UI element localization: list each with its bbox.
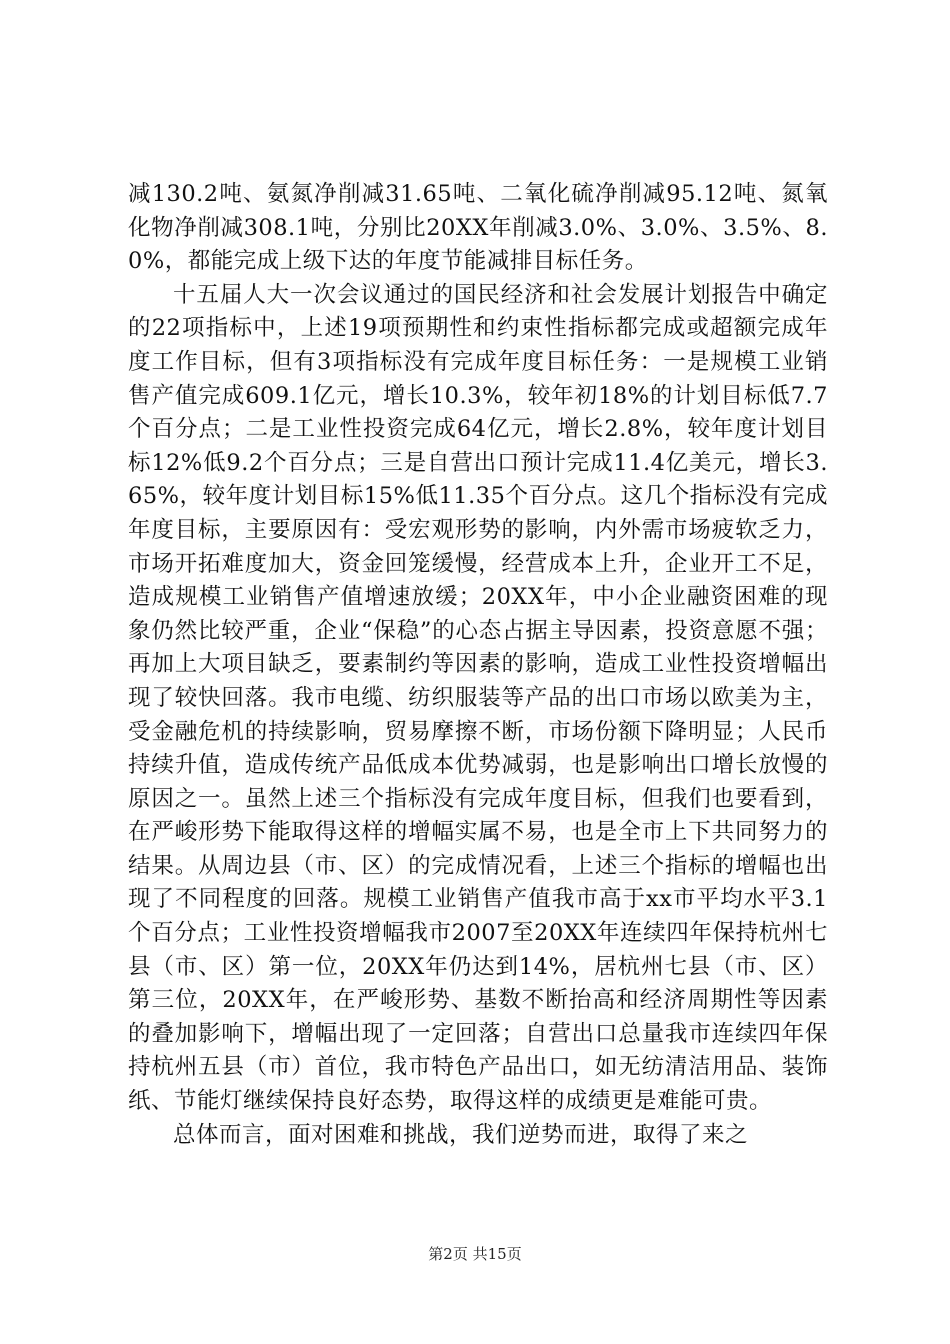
paragraph-indicators: 十五届人大一次会议通过的国民经济和社会发展计划报告中确定的22项指标中，上述19项预期性和约束性指标都完成或超额完成年度工作目标，但有3项指标没有完成年度目标任务：一是规模工业销售产值完成609.1亿元，增长10.3%，较年初18%的计划目标低7.7个百分点；二是工业性投资完成64亿元，增长2.8%，较年度计划目标12%低9.2个百分点；三是自营出口预计完成11.4亿美元，增长3.65%，较年度计划目标15%低11.35个百分点。这几个指标没有完成年度目标，主要原因有：受宏观形势的影响，内外需市场疲软乏力，市场开拓难度加大，资金回笼缓慢，经营成本上升，企业开工不足，造成规模工业销售产值增速放缓；20XX年，中小企业融资困难的现象仍然比较严重，企业“保稳”的心态占据主导因素，投资意愿不强；再加上大项目缺乏，要素制约等因素的影响，造成工业性投资增幅出现了较快回落。我市电缆、纺织服装等产品的出口市场以欧美为主，受金融危机的持续影响，贸易摩擦不断，市场份额下降明显；人民币持续升值，造成传统产品低成本优势减弱，也是影响出口增长放慢的原因之一。虽然上述三个指标没有完成年度目标，但我们也要看到，在严峻形势下能取得这样的增幅实属不易，也是全市上下共同努力的结果。从周边县（市、区）的完成情况看，上述三个指标的增幅也出现了不同程度的回落。规模工业销售产值我市高于xx市平均水平3.1个百分点；工业性投资增幅我市2007至20XX年连续四年保持杭州七县（市、区）第一位，20XX年仍达到14%，居杭州七县（市、区）第三位，20XX年，在严峻形势、基数不断抬高和经济周期性等因素的叠加影响下，增幅出现了一定回落；自营出口总量我市连续四年保持杭州五县（市）首位，我市特色产品出口，如无纺清洁用品、装饰纸、节能灯继续保持良好态势，取得这样的成绩更是难能可贵。 bbox=[128, 281, 828, 1115]
document-body bbox=[128, 178, 828, 1152]
page-number-footer: 第2页 共15页 bbox=[428, 1245, 522, 1263]
paragraph-summary: 总体而言，面对困难和挑战，我们逆势而进，取得了来之 bbox=[173, 1121, 749, 1148]
paragraph-continued: 减130.2吨、氨氮净削减31.65吨、二氧化硫净削减95.12吨、氮氧化物净削减308.1吨，分别比20XX年削减3.0%、3.0%、3.5%、8.0%，都能完成上级下达的年度节能减排目标任务。 bbox=[128, 181, 828, 275]
